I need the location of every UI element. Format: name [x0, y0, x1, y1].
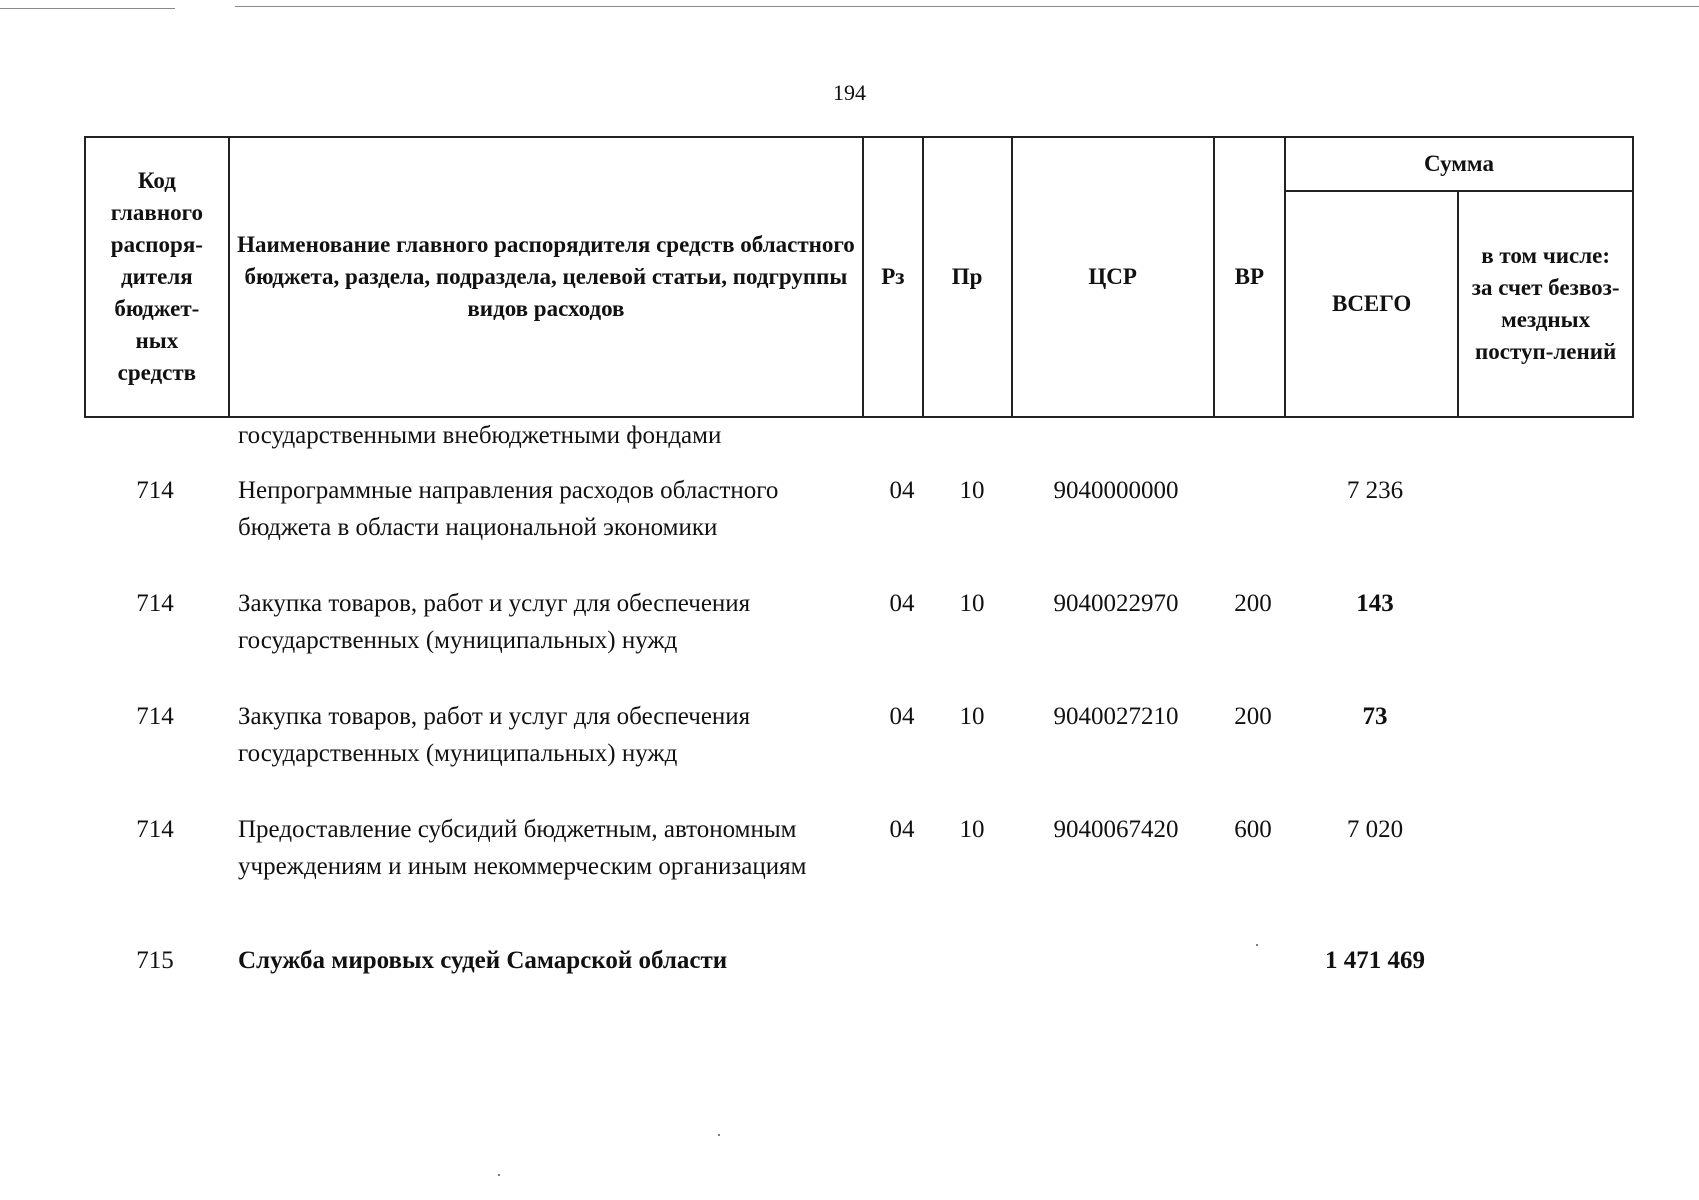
top-edge-line-left: [0, 8, 175, 9]
header-pr: Пр: [923, 137, 1012, 417]
row-csr: 9040027210: [1053, 703, 1179, 730]
table-header: [84, 136, 1634, 418]
row-name: Непрограммные направления расходов областного бюджета в области национальной экономики: [238, 477, 779, 541]
row-rz: 04: [889, 590, 915, 617]
row-vr: 200: [1234, 590, 1272, 617]
scan-speck: [1256, 944, 1258, 946]
row-total: 73: [1362, 703, 1388, 730]
row-name: Закупка товаров, работ и услуг для обеспечения государственных (муниципальных) нужд: [238, 703, 751, 767]
row-code: 714: [136, 703, 174, 730]
header-rz: Рз: [863, 137, 922, 417]
row-rz: 04: [889, 703, 915, 730]
scan-speck: [498, 1174, 500, 1176]
row-vr: 600: [1234, 816, 1272, 843]
row-csr: 9040022970: [1053, 590, 1179, 617]
row-code: 714: [136, 477, 174, 504]
carryover-text: государственными внебюджетными фондами: [238, 422, 722, 449]
row-total: 143: [1356, 590, 1394, 617]
row-rz: 04: [889, 816, 915, 843]
row-vr: 200: [1234, 703, 1272, 730]
row-name: Предоставление субсидий бюджетным, автономным учреждениям и иным некоммерческим организациям: [238, 816, 807, 880]
row-name: Служба мировых судей Самарской области: [238, 947, 728, 974]
header-vr: ВР: [1214, 137, 1285, 417]
header-code: Код главного распоря-дителя бюджет-ных средств: [85, 137, 229, 417]
row-csr: 9040067420: [1053, 816, 1179, 843]
header-sum: Сумма: [1285, 137, 1633, 191]
header-name: Наименование главного распорядителя средств областного бюджета, раздела, подраздела, целевой статьи, подгруппы видов расходов: [229, 137, 863, 417]
top-edge-line-right: [235, 6, 1699, 7]
row-code: 714: [136, 590, 174, 617]
row-pr: 10: [959, 590, 985, 617]
page-number: 194: [833, 80, 866, 105]
header-incl: в том числе: за счет безвоз-мездных поступ-лений: [1458, 191, 1633, 417]
row-name: Закупка товаров, работ и услуг для обеспечения государственных (муниципальных) нужд: [238, 590, 751, 654]
header-csr: ЦСР: [1012, 137, 1214, 417]
row-total: 1 471 469: [1325, 947, 1425, 974]
row-code: 715: [136, 947, 174, 974]
row-pr: 10: [959, 816, 985, 843]
row-total: 7 020: [1346, 816, 1404, 843]
row-pr: 10: [959, 477, 985, 504]
row-code: 714: [136, 816, 174, 843]
scan-speck: [718, 1134, 720, 1136]
row-csr: 9040000000: [1053, 477, 1179, 504]
row-pr: 10: [959, 703, 985, 730]
row-rz: 04: [889, 477, 915, 504]
row-total: 7 236: [1346, 477, 1404, 504]
header-total: ВСЕГО: [1285, 191, 1458, 417]
